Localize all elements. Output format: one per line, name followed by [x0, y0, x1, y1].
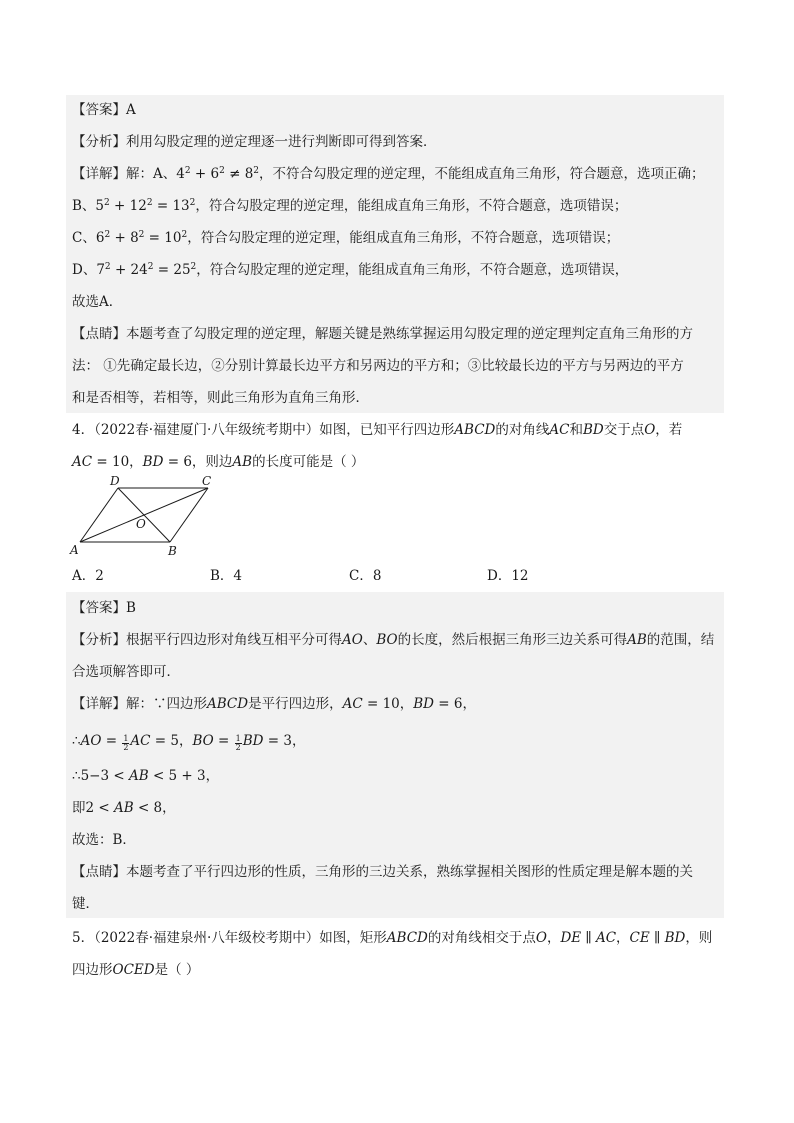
q4-option-d[interactable]: D．12 — [487, 568, 529, 584]
q4-option-b[interactable]: B．4 — [210, 568, 243, 584]
comment-line-2: 法： ①先确定最长边，②分别计算最长边平方和另两边的平方和；③比较最长边的平方与另两边的平方 — [72, 358, 684, 374]
answer-line: 【答案】A — [72, 102, 136, 118]
detail-line-2a: 【详解】解：∵四边形ABCD是平行四边形，AC = 10，BD = 6， — [72, 696, 476, 712]
detail-d-line: D、$7^2 + 24^2 = 25^2$，符合勾股定理的逆定理，能组成直角三角形，不符合题意，选项错误， — [72, 262, 629, 278]
vertex-label-o: O — [136, 517, 146, 531]
vertex-label-d: D — [110, 474, 120, 488]
detail-b-line: B、$5^2 + 12^2 = 13^2$，符合勾股定理的逆定理，能组成直角三角形，不符合题意，选项错误； — [72, 198, 628, 214]
comment-line-1: 【点睛】本题考查了勾股定理的逆定理，解题关键是熟练掌握运用勾股定理的逆定理判定直角三角形的方 — [72, 326, 693, 342]
analysis-line: 【分析】利用勾股定理的逆定理逐一进行判断即可得到答案． — [72, 134, 437, 150]
detail-line-2d: 即2 < AB < 8， — [72, 800, 176, 816]
q4-stem-line-2: AC = 10，BD = 6，则边AB的长度可能是（ ） — [72, 454, 365, 470]
comment-line-2-2: 键． — [72, 896, 99, 912]
conclusion-line: 故选A． — [72, 294, 123, 310]
parallelogram-figure — [64, 474, 224, 560]
detail-line-2c: ∴5−3 < AB < 5 + 3， — [72, 768, 220, 784]
vertex-label-b: B — [168, 544, 177, 558]
detail-a-line: 【详解】解：A、$4^2 + 6^2 \ne 8^2$，不符合勾股定理的逆定理，不能组成直角三角形，符合题意，选项正确； — [72, 166, 705, 182]
analysis-line-2a: 【分析】根据平行四边形对角线互相平分可得AO、BO的长度，然后根据三角形三边关系可得AB的范围，结 — [72, 632, 715, 648]
q4-option-c[interactable]: C．8 — [349, 568, 382, 584]
q4-stem-line-1: 4．（2022春·福建厦门·八年级统考期中）如图，已知平行四边形ABCD的对角线AC和BD交于点O，若 — [72, 422, 683, 438]
diagonal-bd — [118, 488, 170, 542]
comment-line-2-1: 【点睛】本题考查了平行四边形的性质，三角形的三边关系，熟练掌握相关图形的性质定理是解本题的关 — [72, 864, 693, 880]
q5-stem-line-1: 5．（2022春·福建泉州·八年级校考期中）如图，矩形ABCD的对角线相交于点O，DE ∥ AC，CE ∥ BD，则 — [72, 930, 713, 946]
analysis-line-2b: 合选项解答即可． — [72, 664, 180, 680]
comment-line-3: 和是否相等，若相等，则此三角形为直角三角形． — [72, 390, 369, 406]
vertex-label-c: C — [202, 474, 212, 488]
detail-c-line: C、$6^2 + 8^2 = 10^2$，符合勾股定理的逆定理，能组成直角三角形，不符合题意，选项错误； — [72, 230, 620, 246]
q5-stem-line-2: 四边形OCED是（ ） — [72, 962, 200, 978]
answer-line-2: 【答案】B — [72, 600, 136, 616]
vertex-label-a: A — [70, 543, 79, 557]
conclusion-line-2: 故选：B． — [72, 832, 136, 848]
q4-option-a[interactable]: A．2 — [72, 568, 104, 584]
detail-line-2b: ∴AO = $\frac{1}{2}$ AC = 5，BO = $\frac{1}{2}$ BD = 3， — [72, 733, 306, 752]
